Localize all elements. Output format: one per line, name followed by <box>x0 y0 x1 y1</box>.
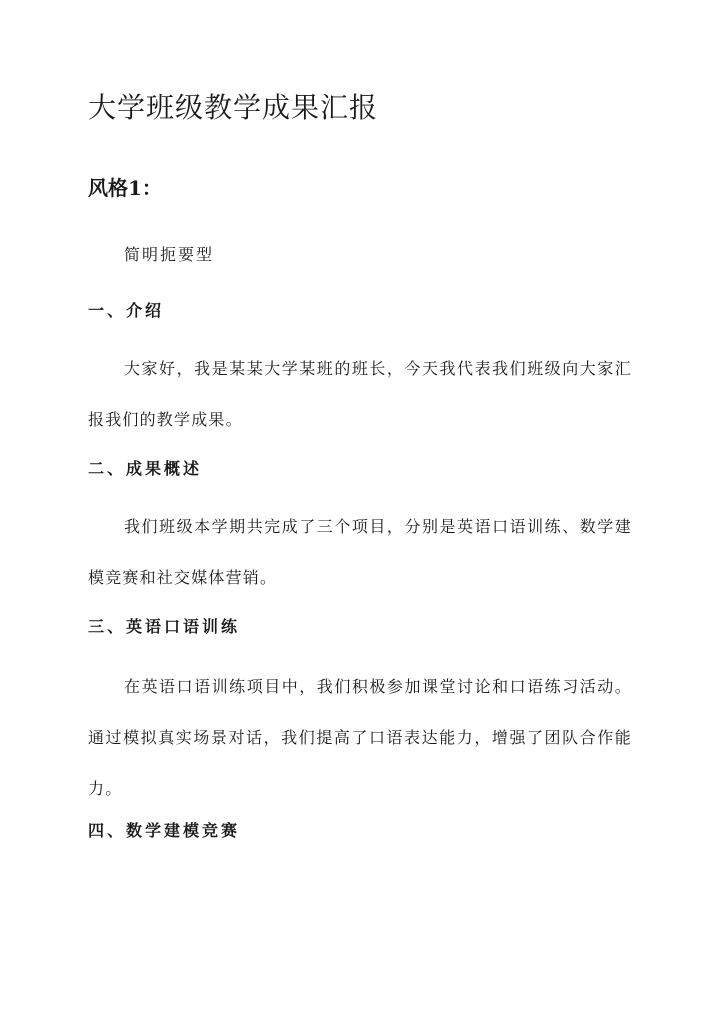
section-heading-math-modeling: 四、数学建模竞赛 <box>88 821 241 840</box>
section-heading-overview: 二、成果概述 <box>88 459 203 478</box>
document-title: 大学班级教学成果汇报 <box>88 91 379 124</box>
section-heading-introduction: 一、介绍 <box>88 301 165 320</box>
section-paragraph-overview: 我们班级本学期共完成了三个项目，分别是英语口语训练、数学建模竞赛和社交媒体营销。 <box>88 517 632 587</box>
section-paragraph-english-speaking: 在英语口语训练项目中，我们积极参加课堂讨论和口语练习活动。通过模拟真实场景对话，我们提高了口语表达能力，增强了团队合作能力。 <box>88 677 632 798</box>
style-subtitle: 简明扼要型 <box>124 245 215 264</box>
section-heading-english-speaking: 三、英语口语训练 <box>88 617 241 636</box>
section-paragraph-introduction: 大家好，我是某某大学某班的班长，今天我代表我们班级向大家汇报我们的教学成果。 <box>88 359 632 429</box>
style-heading: 风格1： <box>88 176 162 200</box>
